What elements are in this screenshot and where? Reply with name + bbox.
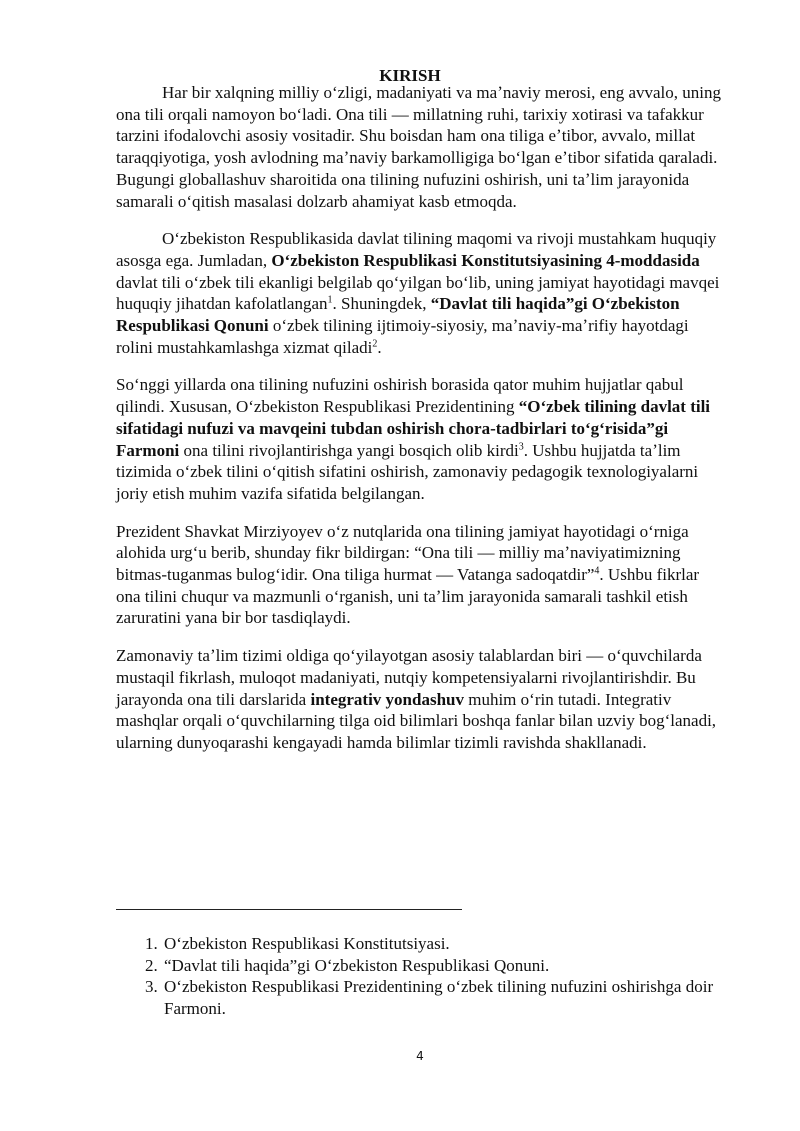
paragraph-text: Zamonaviy taʼlim tizimi oldiga qoʻyilayotgan asosiy talablardan biri — oʻquvchilarda mustaqil fikrlash, muloqot madaniyati, nutqiy kompetensiyalarni rivojlantirishdir. Bu jarayonda ona tili darslarida — [116, 646, 702, 709]
paragraph-text: Prezident Shavkat Mirziyoyev oʻz nutqlarida ona tilining jamiyat hayotidagi oʻrniga alohida urgʻu berib, shunday fikr bildirgan: “Ona tili — milliy maʼnaviyatimizning bitmas-tuganmas bulogʻidir. Ona tiliga hurmat — Vatanga sadoqatdir” — [116, 521, 689, 585]
body-paragraph — [116, 374, 724, 504]
footnote-item: 3. Oʻzbekiston Respublikasi Prezidentining oʻzbek tilining nufuzini oshirishga doir Farmoni. — [162, 976, 742, 1019]
paragraph-text: Har bir xalqning milliy oʻzligi, madaniyati va maʼnaviy merosi, eng avvalo, uning ona tili orqali namoyon boʻladi. Ona tili — millatning ruhi, tarixiy xotirasi va tafakkur tarzini ifodalovchi asosiy vositadir. Shu boisdan ham ona tiliga eʼtibor, avvalo, millat taraqqiyotiga, yosh avlodning maʼnaviy barkamolligiga boʻlgan eʼtibor sifatida qaraladi. Bugungi globallashuv sharoitida ona tilining nufuzini oshirish, uni taʼlim jarayonida samarali oʻqitish masalasi dolzarb ahamiyat kasb etmoqda. — [116, 83, 721, 211]
paragraph-text: . Shuningdek, — [332, 294, 431, 314]
body-paragraph — [116, 228, 724, 358]
footnote-item: 2. “Davlat tili haqida”gi Oʻzbekiston Respublikasi Qonuni. — [162, 955, 742, 977]
page-number: 4 — [416, 1049, 424, 1063]
emphasized-text: Oʻzbekiston Respublikasi Konstitutsiyasining 4-moddasida — [271, 250, 700, 270]
paragraph-text: Oʻzbekiston Respublikasida davlat tilining maqomi va rivoji mustahkam huquqiy asosga ega. Jumladan, — [116, 229, 717, 270]
body-text — [116, 82, 724, 770]
emphasized-text: “Oʻzbek tilining davlat tili sifatidagi nufuzi va mavqeini tubdan oshirish chora-tadbirlari toʻgʻrisida”gi Farmoni — [116, 397, 711, 460]
paragraph-text: . — [377, 337, 382, 357]
paragraph-text: davlat tili oʻzbek tili ekanligi belgilab qoʻyilgan boʻlib, uning jamiyat hayotidagi mavqei huquqiy jihatdan kafolatlangan — [116, 272, 720, 314]
paragraph-text: . Ushbu hujjatda taʼlim tizimida oʻzbek tilini oʻqitish sifatini oshirish, zamonaviy pedagogik texnologiyalarni joriy etish muhim vazifa sifatida belgilangan. — [116, 440, 699, 503]
footnote-reference: 1 — [327, 294, 333, 306]
paragraph-text: . Ushbu fikrlar ona tilini chuqur va mazmunli oʻrganish, uni taʼlim jarayonida samarali tashkil etish zaruratini yana bir bor tasdiqlaydi. — [116, 565, 700, 628]
emphasized-text: integrativ yondashuv — [310, 689, 464, 709]
footnote-reference: 4 — [594, 565, 600, 577]
body-paragraph — [116, 645, 724, 754]
emphasized-text: “Davlat tili haqida”gi Oʻzbekiston Respublikasi Qonuni — [116, 294, 680, 336]
footnote-item: 1. Oʻzbekiston Respublikasi Konstitutsiyasi. — [162, 933, 742, 955]
body-paragraph — [116, 521, 724, 630]
footnote-separator — [116, 909, 462, 910]
footnote-reference: 2 — [372, 338, 378, 350]
paragraph-text: oʻzbek tilining ijtimoiy-siyosiy, maʼnaviy-maʼrifiy hayotdagi rolini mustahkamlashga xizmat qiladi — [116, 316, 689, 357]
footnote-reference: 3 — [518, 440, 524, 452]
paragraph-text: Soʻnggi yillarda ona tilining nufuzini oshirish borasida qator muhim hujjatlar qabul qilindi. Xususan, Oʻzbekiston Respublikasi Prezidentining — [116, 375, 684, 417]
body-paragraph — [116, 82, 724, 212]
paragraph-text: muhim oʻrin tutadi. Integrativ mashqlar orqali oʻquvchilarning tilga oid bilimlari boshqa fanlar bilan uzviy bogʻlanadi, ularning dunyoqarashi kengayadi hamda bilimlar tizimli ravishda shakllanadi. — [116, 689, 717, 752]
page-title: KIRISH — [379, 66, 441, 85]
paragraph-text: ona tilini rivojlantirishga yangi bosqich olib kirdi — [179, 440, 519, 460]
footnote-list — [138, 933, 742, 1020]
